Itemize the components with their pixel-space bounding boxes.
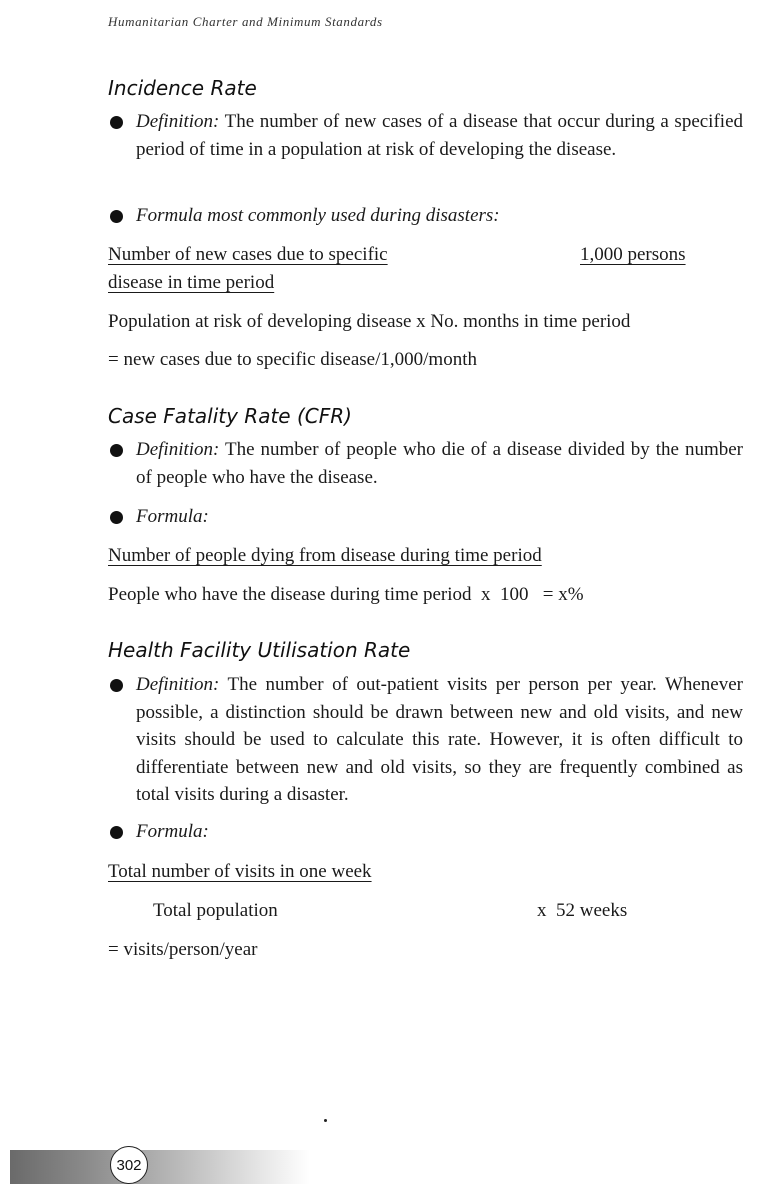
bullet-icon [110,511,123,524]
incidence-definition [136,108,743,163]
definition-text: The number of new cases of a disease that occur during a specified period of time in a population at risk of developing the disease. [136,111,743,160]
definition-label: Definition: [136,111,220,132]
bullet-icon [110,116,123,129]
cfr-denominator: People who have the disease during time period x 100 = x% [108,584,584,605]
page-number-band [10,1150,310,1184]
utilisation-definition [136,671,743,809]
cfr-heading: Case Fatality Rate (CFR) [108,404,352,428]
bullet-icon [110,210,123,223]
bullet-icon [110,826,123,839]
incidence-rate-heading: Incidence Rate [108,76,257,100]
utilisation-denominator-left: Total population [153,900,278,921]
utilisation-numerator: Total number of visits in one week [108,861,372,882]
incidence-formula-label: Formula most commonly used during disasters: [136,205,500,226]
incidence-numerator-right: 1,000 persons [580,244,686,265]
cfr-definition [136,436,743,491]
print-speck [324,1119,327,1122]
cfr-formula-label: Formula: [136,506,209,527]
incidence-numerator-line2: disease in time period [108,272,275,293]
running-header: Humanitarian Charter and Minimum Standards [108,14,383,29]
utilisation-result: = visits/person/year [108,939,258,960]
definition-label: Definition: [136,674,220,695]
incidence-denominator: Population at risk of developing disease x No. months in time period [108,311,631,332]
page-number-badge [110,1146,148,1184]
incidence-numerator-line1: Number of new cases due to specific [108,244,388,265]
bullet-icon [110,444,123,457]
incidence-result: = new cases due to specific disease/1,000/month [108,349,477,370]
definition-text: The number of out-patient visits per person per year. Whenever possible, a distinction should be drawn between new and old visits, and new visits should be used to calculate this rate. However, it is often difficult to differentiate between new and old visits, so they are frequently combined as total visits during a disaster. [136,674,743,805]
utilisation-heading: Health Facility Utilisation Rate [108,638,411,662]
utilisation-denominator-right: x 52 weeks [537,900,628,921]
cfr-numerator: Number of people dying from disease during time period [108,545,542,566]
definition-label: Definition: [136,439,220,460]
utilisation-formula-label: Formula: [136,821,209,842]
bullet-icon [110,679,123,692]
page-number: 302 [116,1156,142,1174]
definition-text: The number of people who die of a disease divided by the number of people who have the disease. [136,439,743,488]
